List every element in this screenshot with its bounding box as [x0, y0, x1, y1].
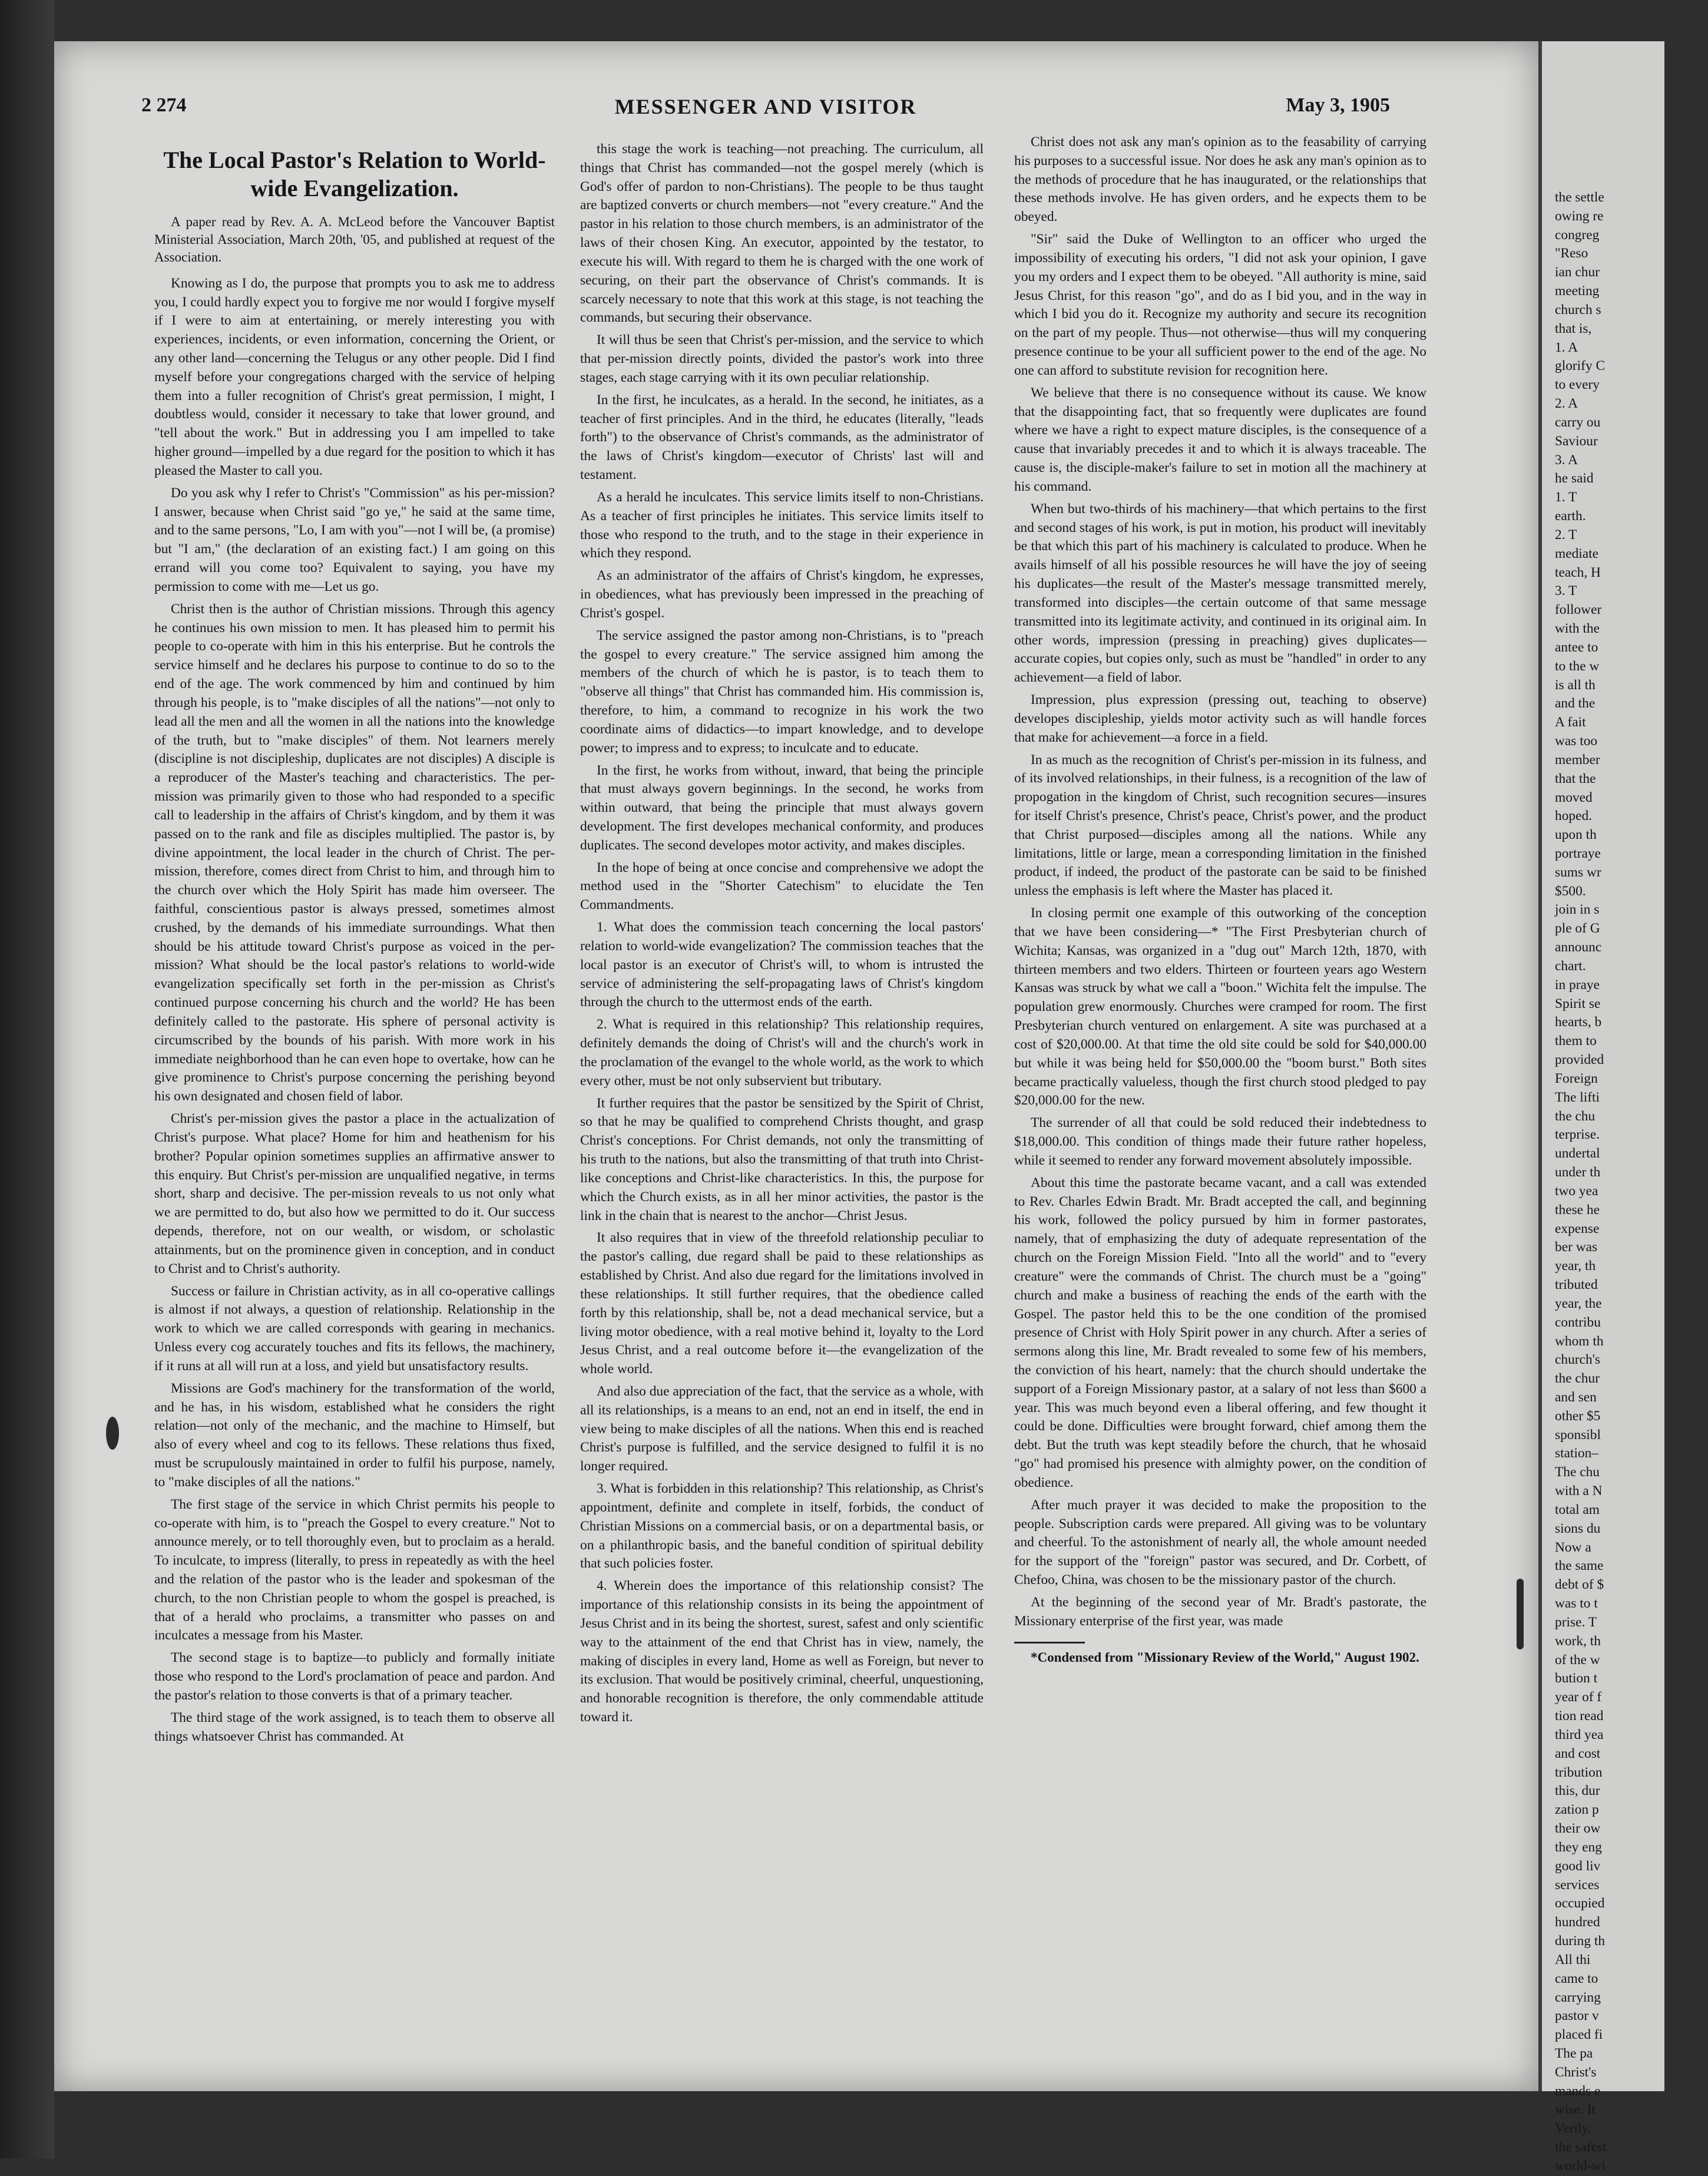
text-fragment: mands e: [1555, 2083, 1601, 2099]
text-fragment: the chu: [1555, 1108, 1596, 1124]
text-fragment: mediate: [1555, 545, 1599, 561]
paragraph: In closing permit one example of this outworking of the conception that we have been considering—* "The First Presbyterian church of Wichita; Kansas, was organized in a "dug out" March 12th, 1870, with thirteen members and two elders. Thirteen or fourteen years ago Western Kansas was struck by what we call a "boon." Wichita felt the impulse. The population grew enormously. Churches were cramped for room. The first Presbyterian church ventured on enlargement. A site was purchased at a cost of $20,000.00. At that time the old site could be sold for $40,000.00 but while it was being held for $50,000.00 the "boom burst." Both sites became practically valueless, though the first church stood pledged to pay $20,000.00 for the new.: [1014, 905, 1426, 1109]
paragraph: The service assigned the pastor among non-Christians, is to "preach the gospel to every creature." The service assigned him among the members of the church of which he is pastor, is to teach them to "observe all things" that Christ has commanded him. His commission is, therefore, to him, a command to recognize in his work the two coordinate aims of didactics—to impart knowledge, and to develope power; to impress and to express; to inculcate and to educate.: [580, 627, 984, 756]
text-fragment: Now a: [1555, 1539, 1591, 1555]
paragraph: As an administrator of the affairs of Christ's kingdom, he expresses, in obediences, what has previously been impressed in the preaching of Christ's gospel.: [580, 568, 984, 621]
text-fragment: owing re: [1555, 208, 1604, 224]
column-3-body: [1014, 133, 1426, 1631]
paragraph: Knowing as I do, the purpose that prompts you to ask me to address you, I could hardly expect you to forgive me nor would I forgive myself if I were to aim at entertaining, or merely interesting you with experiences, incidents, or even information, concerning the Orient, or any other land—concerning the Telugus or any other people. Did I find myself before your congregations charged with the service of helping them into a fuller recognition of Christ's great permission, I might, I doubtless would, consider it necessary to take that lower ground, and "tell about the work." But in addressing you I am impelled to take higher ground—impelled by a due regard for the position to which it has pleased the Master to call you.: [154, 275, 555, 478]
text-fragment: he said: [1555, 471, 1594, 487]
text-fragment: hoped.: [1555, 808, 1593, 824]
text-fragment: member: [1555, 752, 1600, 768]
text-fragment: carrying: [1555, 1989, 1601, 2005]
paragraph: We believe that there is no consequence without its cause. We know that the disappointing fact, that so frequently were duplicates are found where we have a right to expect mature disciples, is the consequence of a cause that invariably precedes it and to which it is always traceable. The cause is, the disciple-maker's failure to set in motion all the machinery at his command.: [1014, 385, 1426, 494]
text-fragment: these he: [1555, 1202, 1600, 1218]
text-fragment: third yea: [1555, 1727, 1604, 1742]
text-fragment: bution t: [1555, 1671, 1598, 1686]
text-fragment: undertal: [1555, 1146, 1600, 1162]
paragraph: Missions are God's machinery for the transformation of the world, and he has, in his wisdom, established what he considers the right relation—not only of the mechanic, and the machine to Himself, but also of every wheel and cog to its fellows. These relations thus fixed, must be scrupulously maintained in order to fulfil his purpose, namely, to "make disciples of all the nations.": [154, 1380, 555, 1490]
text-fragment: ber was: [1555, 1239, 1598, 1255]
text-fragment: occupied: [1555, 1896, 1605, 1912]
text-fragment: with the: [1555, 621, 1600, 637]
text-fragment: wise. It: [1555, 2102, 1596, 2118]
text-fragment: zation p: [1555, 1802, 1599, 1818]
text-fragment: sums wr: [1555, 864, 1601, 880]
text-fragment: the same: [1555, 1558, 1604, 1574]
text-fragment: tributed: [1555, 1277, 1598, 1293]
text-fragment: Spirit se: [1555, 996, 1601, 1011]
text-fragment: 3. T: [1555, 583, 1577, 599]
text-fragment: services: [1555, 1877, 1600, 1893]
paragraph: "Sir" said the Duke of Wellington to an officer who urged the impossibility of executing his orders, "I did not ask your opinion, I gave you my orders and I expect them to be obeyed. "All authority is mine, said Jesus Christ, for this reason "go", and do as I bid you, and in the way in which I bid you do it. Recognize my authority and secure its recognition on the part of my people. Thus—not otherwise—thus will my conquering presence continue to be your all sufficient power to the end of the age. No one can afford to substitute revision for recognition here.: [1014, 232, 1426, 378]
text-fragment: pastor v: [1555, 2008, 1599, 2024]
text-fragment: prise. T: [1555, 1614, 1597, 1630]
text-fragment: total am: [1555, 1502, 1600, 1517]
text-fragment: that is,: [1555, 320, 1592, 336]
text-fragment: the safest: [1555, 2139, 1607, 2155]
paragraph: Success or failure in Christian activity, as in all co-operative callings is almost if not always, a question of relationship. Relationship in the work to which we are called corresponds with gearing in mechanics. Unless every cog accurately touches and fits its fellows, the machinery, if it runs at all will run at a loss, and yield but unsatisfactory results.: [154, 1283, 555, 1374]
adjacent-page-strip: [1538, 41, 1664, 2174]
text-fragment: The lifti: [1555, 1089, 1600, 1105]
text-fragment: tion read: [1555, 1708, 1604, 1724]
text-fragment: 1. T: [1555, 490, 1577, 505]
text-fragment: A fait: [1555, 715, 1586, 730]
text-fragment: they eng: [1555, 1839, 1602, 1855]
text-fragment: good liv: [1555, 1858, 1601, 1874]
text-fragment: was to t: [1555, 1596, 1598, 1612]
text-fragment: "Reso: [1555, 246, 1588, 262]
text-fragment: of the w: [1555, 1652, 1600, 1668]
paragraph: In as much as the recognition of Christ's per-mission in its fulness, and of its involved relationships, in their fulness, is a recognition of the law of propogation in the kingdom of Christ, such recognition secures—insures for itself Christ's presence, Christ's peace, Christ's power, and the product that Christ purposed—disciples among all the nations. While any limitations, little or large, mean a corresponding limitation in the finished product, if indeed, the product of the pastorate can be said to be finished unless the emphasis is left where the Master has placed it.: [1014, 752, 1426, 899]
paragraph: It further requires that the pastor be sensitized by the Spirit of Christ, so that he may be qualified to comprehend Christs thought, and grasp Christ's conceptions. For Christ demands, not only the transmitting of his truth to the nations, but also the transmitting of that truth into Christ-like conceptions and Christ-like characteristics. In this, the purpose for which the Church exists, as in all her minor activities, the pastor is the link in the chain that is nearest to the anchor—Christ Jesus.: [580, 1095, 984, 1223]
text-fragment: portraye: [1555, 845, 1601, 861]
column-2-body: [580, 140, 984, 1727]
text-fragment: hundred: [1555, 1914, 1600, 1930]
text-fragment: 2. A: [1555, 396, 1578, 412]
paragraph: In the first, he works from without, inward, that being the principle that must always govern beginnings. In the second, he works from within outward, that being the principle that must always govern development. The first developes mechanical conformity, and produces duplicates. The second developes motor activity, and makes disciples.: [580, 762, 984, 853]
text-fragment: teach, H: [1555, 564, 1601, 580]
text-fragment: glorify C: [1555, 358, 1606, 374]
text-fragment: year of f: [1555, 1689, 1602, 1705]
masthead: MESSENGER AND VISITOR: [614, 95, 917, 118]
page-header: [141, 94, 1390, 130]
paragraph: The surrender of all that could be sold reduced their indebtedness to $18,000.00. This condition of things made their future rather hopeless, while it seemed to render any forward movement absolutely impossible.: [1014, 1115, 1426, 1168]
text-fragment: ian chur: [1555, 264, 1600, 280]
text-fragment: Saviour: [1555, 433, 1598, 449]
paragraph: The first stage of the service in which Christ permits his people to co-operate with him, is to "preach the Gospel to every creature." Not to announce merely, or to tell thoroughly even, but to proclaim as a herald. To inculcate, to impress (literally, to press in repeatedly as with the heel and the relation of the pastor who is the leader and spokesman of the church, to the non Christian people to whom the gospel is preached, is that of a herald who proclaims, a transmitter who passes on and inculcates a message from his Master.: [154, 1496, 555, 1643]
text-fragment: the chur: [1555, 1371, 1600, 1387]
text-fragment: church s: [1555, 302, 1601, 318]
issue-date: May 3, 1905: [1286, 94, 1390, 116]
text-fragment: came to: [1555, 1970, 1598, 1986]
paragraph: In the hope of being at once concise and comprehensive we adopt the method used in the "Shorter Catechism" to elucidate the Ten Commandments.: [580, 859, 984, 913]
paragraph: 2. What is required in this relationship? This relationship requires, definitely demands the doing of Christ's will and the church's work in the proclamation of the evangel to the whole world, as the work to which every other, must be not only subservient but tributary.: [580, 1017, 984, 1089]
text-fragment: 3. A: [1555, 452, 1578, 468]
text-fragment: terprise.: [1555, 1127, 1600, 1143]
paragraph: About this time the pastorate became vacant, and a call was extended to Rev. Charles Edwin Bradt. Mr. Bradt accepted the call, and beginning his work, followed the policy pursued by him in former pastorates, namely, that of emphasizing the duty of adequate representation of the church on the Foreign Mission Field. "Into all the world" and to "every creature" were the commands of Christ. The church must be a "going" church and make a business of reaching the ends of the earth with the Gospel. The pastor held this to be the one condition of the promised presence of Christ with Holy Spirit power in any church. After a series of sermons along this line, Mr. Bradt revealed to some few of his members, the conviction of his heart, namely: that the church should undertake the support of a Foreign Missionary pastor, at a salary of not less than $600 a year. This was much beyond even a liberal offering, and few thought it could be done. Difficulties were brought forward, chief among them the debt. But the truth was kept steadily before the church, that he whosaid "go" had promised his presence with almighty power, on the condition of obedience.: [1014, 1175, 1426, 1490]
column-1: [154, 141, 555, 1750]
text-fragment: during th: [1555, 1933, 1606, 1949]
text-fragment: this, dur: [1555, 1783, 1600, 1799]
text-fragment: and the: [1555, 696, 1596, 712]
text-fragment: to the w: [1555, 658, 1600, 674]
text-fragment: placed fi: [1555, 2027, 1603, 2043]
text-fragment: sponsibl: [1555, 1427, 1601, 1443]
paragraph: After much prayer it was decided to make the proposition to the people. Subscription cards were prepared. All giving was to be voluntary and cheerful. To the astonishment of nearly all, the whole amount needed for the support of the "foreign" pastor was secured, and Dr. Corbett, of Chefoo, China, was chosen to be the missionary pastor of the church.: [1014, 1497, 1426, 1588]
paragraph: Impression, plus expression (pressing out, teaching to observe) developes discipleship, yields motor activity such as will handle forces that make for achievement—a force in a field.: [1014, 692, 1426, 745]
text-fragment: that the: [1555, 770, 1596, 786]
paragraph: And also due appreciation of the fact, that the service as a whole, with all its relationships, is a means to an end, not an end in itself, the end in view being to make disciples of all the nations. When this end is reached Christ's purpose is fulfilled, and the service designed to fulfil it is no longer required.: [580, 1384, 984, 1474]
text-fragment: other $5: [1555, 1408, 1601, 1424]
page-number: 2 274: [141, 94, 187, 116]
column-3: [1014, 133, 1426, 1670]
text-fragment: Christ's: [1555, 2064, 1597, 2080]
paragraph: The second stage is to baptize—to publicly and formally initiate those who respond to the Lord's proclamation of peace and pardon. And the pastor's relation to those converts is that of a primary teacher.: [154, 1650, 555, 1703]
text-fragment: ple of G: [1555, 921, 1600, 937]
text-fragment: expense: [1555, 1221, 1600, 1236]
binding-hole: [106, 1417, 119, 1450]
text-fragment: year, the: [1555, 1295, 1602, 1311]
paragraph: 1. What does the commission teach concerning the local pastors' relation to world-wide evangelization? The commission teaches that the local pastor is an executor of Christ's will, to whom is intrusted the service of administering the self-propagating laws of Christ's kingdom through the church to the uttermost ends of the earth.: [580, 920, 984, 1010]
text-fragment: the settle: [1555, 190, 1604, 205]
text-fragment: station–: [1555, 1446, 1599, 1461]
paragraph: When but two-thirds of his machinery—that which pertains to the first and second stages of his work, is put in motion, his product will inevitably be that which this part of his machinery is calculated to produce. When he avails himself of all his possible resources he will have the joy of seeing his duplicates—the result of the Master's message transmitted merely, transformed into disciples—the certain outcome of that same message transmitted into its legitimate activity, and continued in its original aim. In other words, impression (pressing in preaching) gives duplicates—accurate copies, but copies only, such as must be "handled" in order to any achievement—a field of labor.: [1014, 501, 1426, 686]
paragraph: At the beginning of the second year of Mr. Bradt's pastorate, the Missionary enterprise of the first year, was made: [1014, 1594, 1426, 1629]
text-fragment: was too: [1555, 733, 1598, 749]
text-fragment: congreg: [1555, 227, 1600, 243]
text-fragment: announc: [1555, 940, 1602, 955]
text-fragment: contribu: [1555, 1314, 1601, 1330]
text-fragment: $500.: [1555, 883, 1586, 899]
paragraph: Christ's per-mission gives the pastor a place in the actualization of Christ's purpose. What place? Home for him and heathenism for his brother? Popular opinion sometimes supplies an affirmative answer to this enquiry. But Christ's per-mission are unqualified negative, in terms short, sharp and decisive. The per-mission reveals to us not only what we are permitted to do, but also how we permitted to do it. Our success depends, therefore, not on our wealth, or wisdom, or scholastic attainments, but on the prominence given in conception, and in conduct to Christ and to Christ's authority.: [154, 1111, 555, 1277]
text-fragment: carry ou: [1555, 414, 1601, 430]
text-fragment: whom th: [1555, 1333, 1604, 1349]
text-fragment: and sen: [1555, 1390, 1597, 1405]
text-fragment: under th: [1555, 1165, 1601, 1180]
paragraph: 4. Wherein does the importance of this relationship consist? The importance of this relationship consists in its being the appointment of Jesus Christ and in its being the shortest, surest, safest and only scientific way to the attainment of the end that Christ has in view, namely, the making of disciples in every land, Home as well as Foreign, but never to its exclusion. That would be positively criminal, cheerful, unquestioning, and honorable recognition is therefore, the only commendable attitude toward it.: [580, 1578, 984, 1725]
text-fragment: join in s: [1555, 902, 1600, 918]
text-fragment: 1. A: [1555, 339, 1578, 355]
text-fragment: work, th: [1555, 1633, 1601, 1649]
column-2: [580, 140, 984, 1731]
text-fragment: them to: [1555, 1033, 1597, 1049]
text-fragment: Foreign: [1555, 1070, 1598, 1086]
text-fragment: 2. T: [1555, 527, 1577, 543]
scan-border: [0, 0, 54, 2158]
text-fragment: church's: [1555, 1352, 1600, 1368]
text-fragment: year, th: [1555, 1258, 1596, 1274]
text-fragment: is all th: [1555, 677, 1596, 693]
paragraph: Do you ask why I refer to Christ's "Commission" as his per-mission? I answer, because when Christ said "go ye," he said at the same time, and to the same persons, "Lo, I am with you"—not I will be, (a promise) but "I am," (the declaration of an existing fact.) I am going on this errand will you come too? Equivalent to saying, you have my permission to come with me—Let us go.: [154, 485, 555, 594]
text-fragment: The chu: [1555, 1464, 1600, 1480]
text-fragment: two yea: [1555, 1183, 1598, 1199]
text-fragment: tribution: [1555, 1764, 1603, 1780]
paragraph: As a herald he inculcates. This service limits itself to non-Christians. As a teacher of first principles he initiates. This service limits itself to those who respond to the truth, and to the stage in their experience in which they respond.: [580, 489, 984, 561]
text-fragment: in praye: [1555, 977, 1600, 993]
text-fragment: hearts, b: [1555, 1014, 1602, 1030]
text-fragment: chart.: [1555, 958, 1586, 974]
text-fragment: moved: [1555, 789, 1593, 805]
article-title: The Local Pastor's Relation to World-wide Evangelization.: [163, 147, 546, 201]
paragraph: this stage the work is teaching—not preaching. The curriculum, all things that Christ has commanded—not the gospel merely (which is God's offer of pardon to non-Christians). The people to be thus taught are baptized converts or church members—not "every creature." And the pastor in his relation to those church members, is an administrator of the laws of their chosen King. An executor, appointed by the testator, to execute his will. With regard to them he is charged with the one work of securing, on their part the observance of Christ's commands. It is scarcely necessary to note that this work at this stage, is not teaching the commands, but securing their observance.: [580, 141, 984, 326]
paragraph: Christ does not ask any man's opinion as to the feasability of carrying his purposes to a successful issue. Nor does he ask any man's opinion as to the methods of procedure that he has inaugurated, or the relationships that these methods involve. He has given orders, and he expects them to be obeyed.: [1014, 134, 1426, 225]
text-fragment: upon th: [1555, 827, 1597, 843]
text-fragment: antee to: [1555, 639, 1598, 655]
text-fragment: to every: [1555, 377, 1600, 393]
text-fragment: their ow: [1555, 1821, 1601, 1837]
text-fragment: follower: [1555, 602, 1602, 618]
paragraph: It also requires that in view of the threefold relationship peculiar to the pastor's calling, due regard shall be paid to these relationships as established by Christ. And also due regard for the limitations involved in these relationships. It still further requires, that the obedience called forth by this relationship, shall be, not a dead mechanical service, but a living motor obedience, with a real motive behind it, loyalty to the Lord Jesus Christ, and a real outcome before it—the evangelization of the whole world.: [580, 1230, 984, 1377]
text-fragment: provided: [1555, 1052, 1604, 1068]
text-fragment: All thi: [1555, 1952, 1591, 1967]
paragraph: In the first, he inculcates, as a herald. In the second, he initiates, as a teacher of first principles. And in the third, he educates (literally, "leads forth") to the observance of Christ's commands, as the administrator of the laws of Christ's kingdom—executor of Christs' last will and testament.: [580, 392, 984, 483]
text-fragment: and cost: [1555, 1745, 1601, 1761]
text-fragment: Verily,: [1555, 2121, 1591, 2137]
adjacent-page-text: [1555, 189, 1708, 2176]
scan-mark: [1517, 1579, 1524, 1649]
text-fragment: earth.: [1555, 508, 1586, 524]
text-fragment: with a N: [1555, 1483, 1603, 1499]
footnote-rule: [1014, 1642, 1085, 1643]
footnote: *Condensed from "Missionary Review of the World," August 1902.: [1031, 1649, 1419, 1665]
paragraph: 3. What is forbidden in this relationship? This relationship, as Christ's appointment, definite and complete in itself, forbids, the conduct of Christian Missions on a commercial basis, or on a departmental basis, or on a philanthropic basis, and the baneful condition of spiritual debility that such policies foster.: [580, 1481, 984, 1572]
text-fragment: debt of $: [1555, 1577, 1604, 1593]
paragraph: It will thus be seen that Christ's per-mission, and the service to which that per-mission directly points, divided the pastor's work into three stages, each stage carrying with it its own peculiar relationship.: [580, 332, 984, 385]
paragraph: The third stage of the work assigned, is to teach them to observe all things whatsoever Christ has commanded. At: [154, 1709, 555, 1744]
text-fragment: sions du: [1555, 1520, 1601, 1536]
paragraph: Christ then is the author of Christian missions. Through this agency he continues his own mission to men. It has pleased him to permit his people to co-operate with him in this his enterprise. But he controls the service himself and he declares his purpose to continue to do so to the end of the age. The work commenced by him and continued by him through his people, is to "make disciples of all the nations"—not only to lead all the men and all the women in all the nations into the knowledge of the truth, but to "make disciples" of them. Not learners merely (discipline is not discipleship, duplicates are not disciples) A disciple is a reproducer of the Master's teaching and characteristics. The per-mission was primarily given to those who had responded to a specific call to leadership in the affairs of Christ's kingdom, and by them it was passed on to the rank and file as disciples multiplied. The pastor is, by divine appointment, the local leader in the church of Christ. The per-mission, therefore, comes direct from Christ to him, and through him to the church over which the Holy Spirit has made him overseer. The faithful, conscientious pastor is always pressed, sometimes almost crushed, by the demands of his immediate surroundings. What then should be his attitude toward Christ's purpose as voiced in the per-mission? What should be the local pastor's relations to world-wide evangelization specifically set forth in the per-mission as Christ's continued purpose concerning his church and the world? He has been definitely called to the pastorate. His sphere of personal activity is circumscribed by the bounds of his parish. With more work in his immediate neighborhood than he can even hope to overtake, how can he give prominence to Christ's purpose concerning the perishing beyond his own designated and chosen field of labor.: [154, 601, 555, 1104]
text-fragment: The pa: [1555, 2045, 1593, 2061]
column-1-body: [154, 275, 555, 1747]
text-fragment: world-wi: [1555, 2158, 1606, 2174]
article-intro: A paper read by Rev. A. A. McLeod before the Vancouver Baptist Ministerial Association, March 20th, '05, and published at request of the Association.: [154, 214, 555, 264]
text-fragment: meeting: [1555, 283, 1600, 299]
